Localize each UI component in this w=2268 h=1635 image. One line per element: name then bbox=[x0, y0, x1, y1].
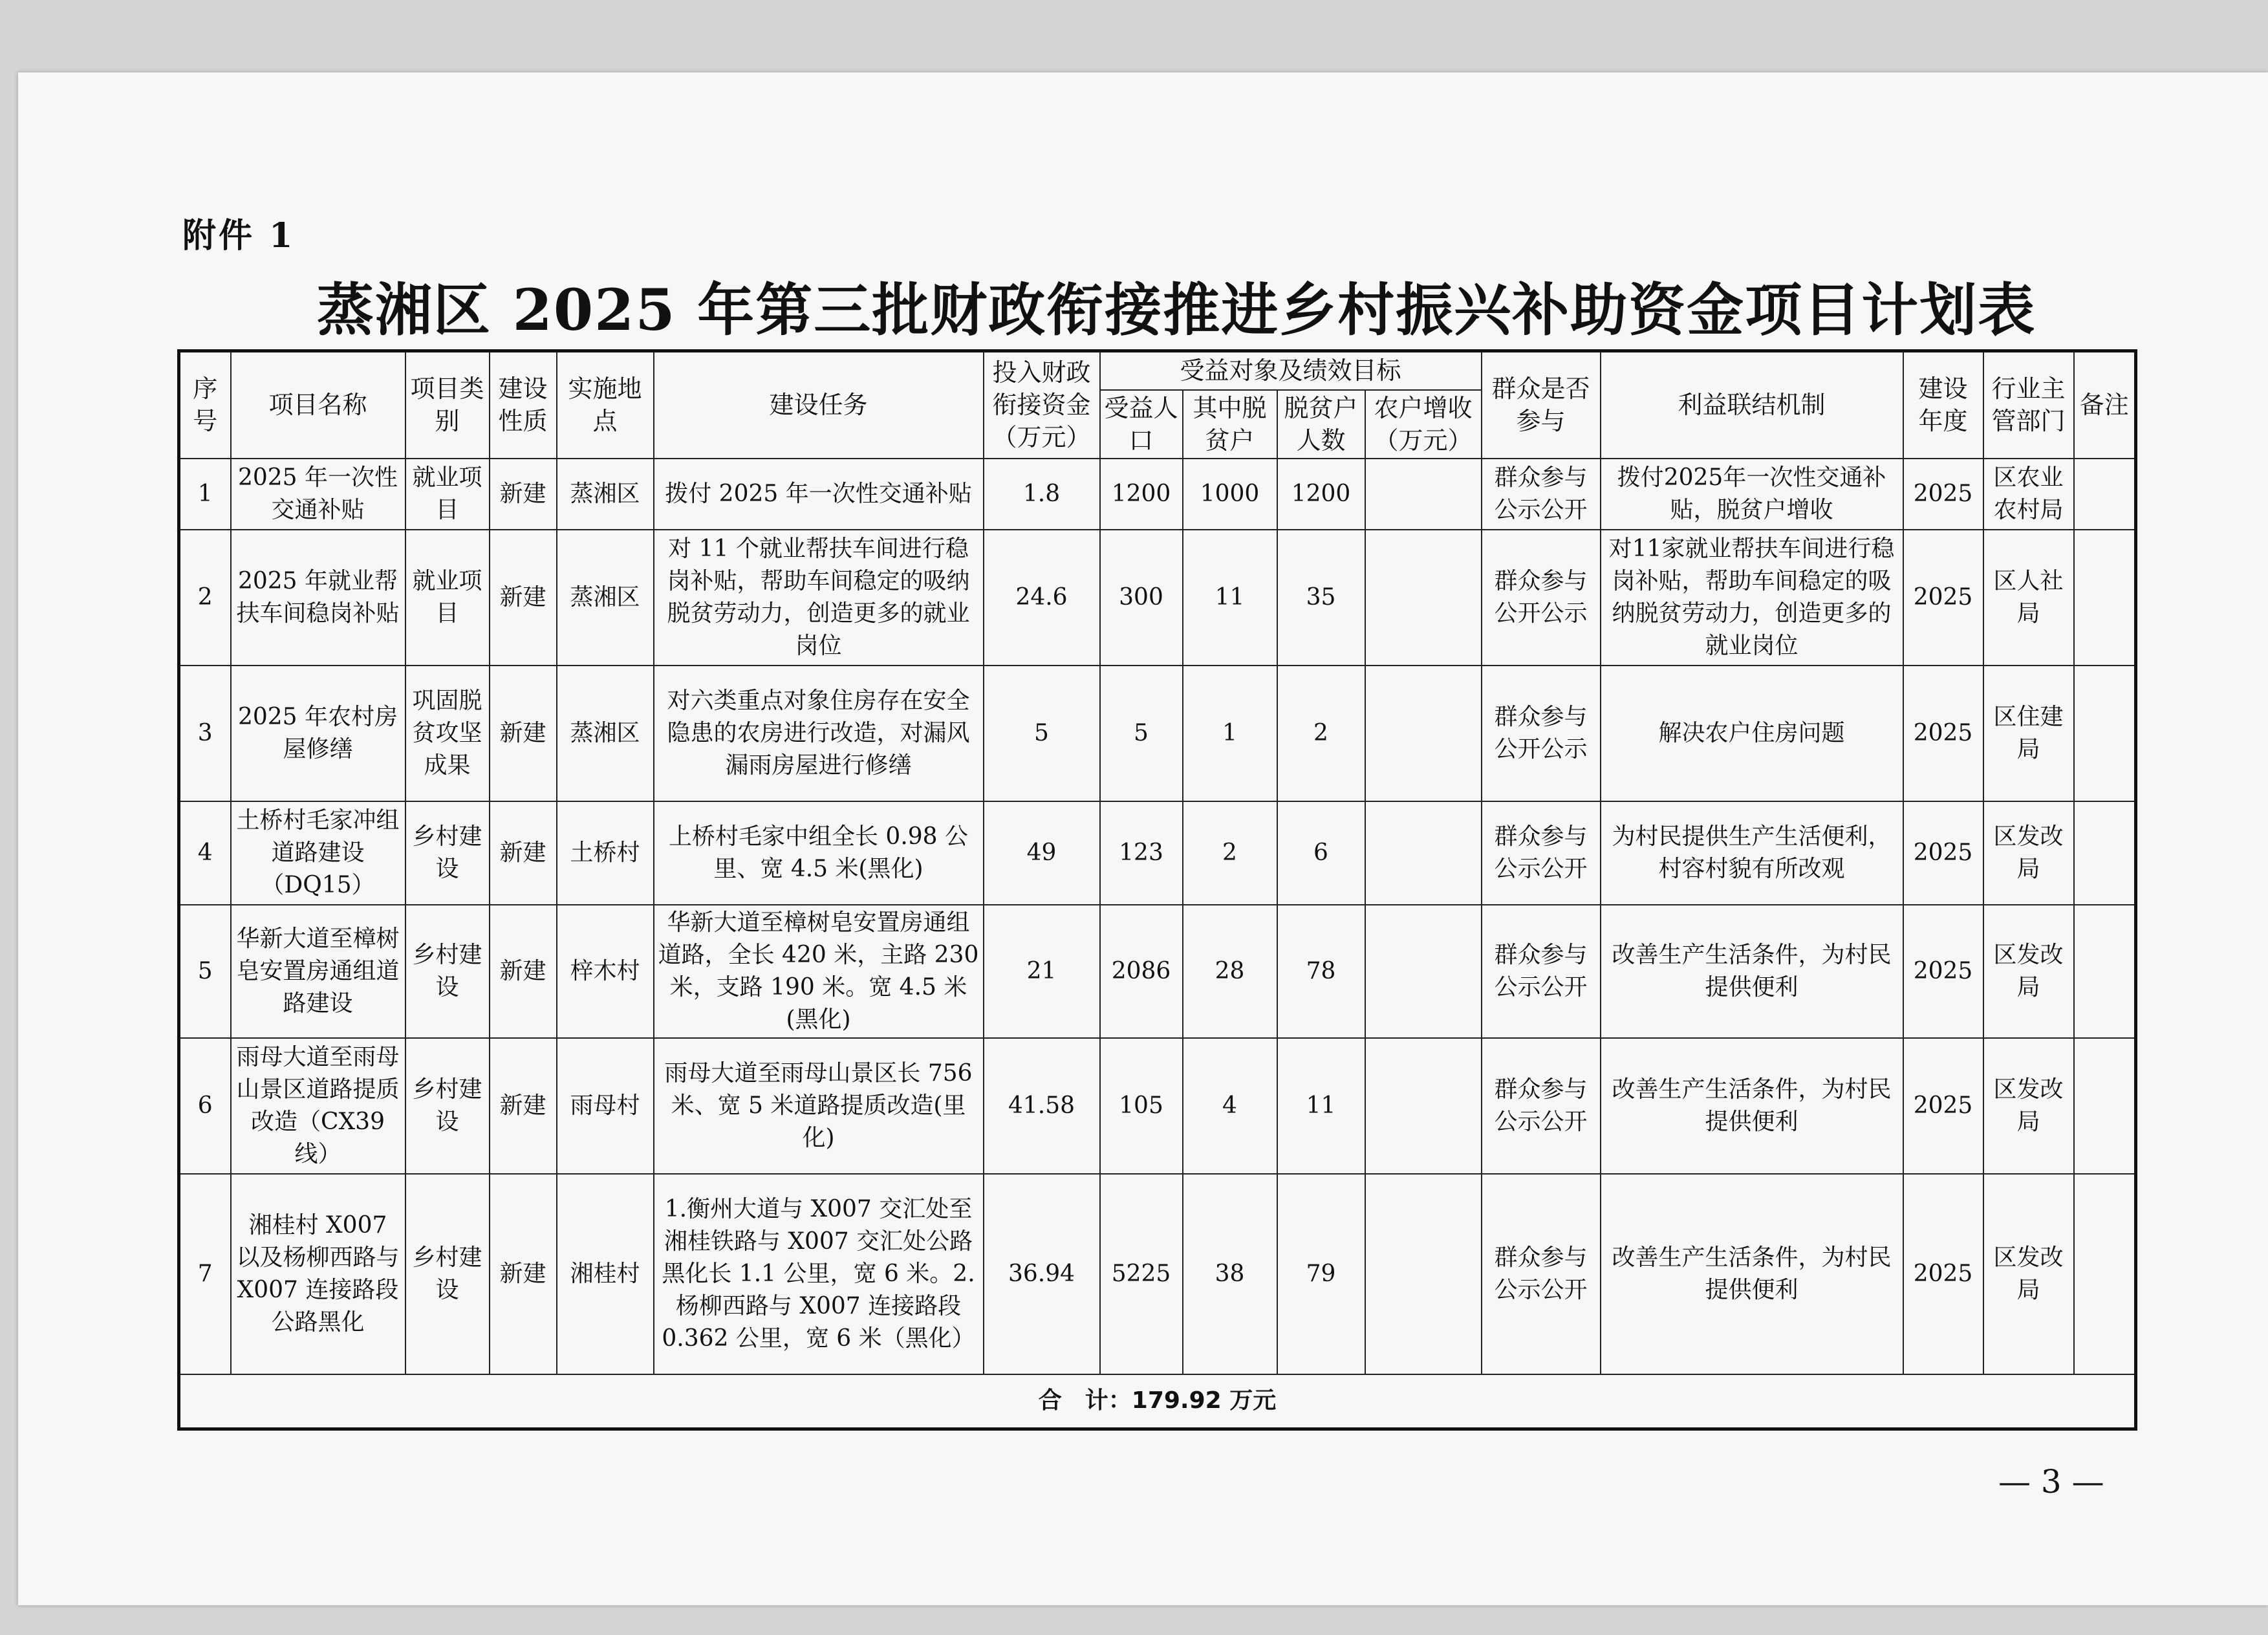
header-remark: 备注 bbox=[2074, 351, 2136, 459]
cell-nature: 新建 bbox=[490, 1038, 557, 1174]
cell-funds: 21 bbox=[984, 905, 1100, 1038]
cell-income bbox=[1365, 666, 1482, 801]
cell-year: 2025 bbox=[1903, 1174, 1983, 1374]
cell-seq: 6 bbox=[179, 1038, 231, 1174]
header-beneficiaries: 受益人口 bbox=[1100, 390, 1183, 459]
cell-poverty-households: 1200 bbox=[1277, 459, 1365, 530]
cell-dept: 区人社局 bbox=[1983, 530, 2074, 666]
cell-name: 2025 年就业帮扶车间稳岗补贴 bbox=[231, 530, 405, 666]
cell-funds: 49 bbox=[984, 801, 1100, 905]
cell-seq: 7 bbox=[179, 1174, 231, 1374]
header-beneficiary-group: 受益对象及绩效目标 bbox=[1100, 351, 1482, 390]
cell-year: 2025 bbox=[1903, 530, 1983, 666]
cell-public: 群众参与公示公开 bbox=[1482, 801, 1601, 905]
cell-nature: 新建 bbox=[490, 459, 557, 530]
cell-seq: 2 bbox=[179, 530, 231, 666]
cell-poverty-people: 2 bbox=[1183, 801, 1277, 905]
cell-income bbox=[1365, 1038, 1482, 1174]
cell-seq: 1 bbox=[179, 459, 231, 530]
attachment-label: 附件 1 bbox=[182, 216, 296, 255]
cell-income bbox=[1365, 905, 1482, 1038]
cell-public: 群众参与公开公示 bbox=[1482, 666, 1601, 801]
cell-task: 1.衡州大道与 X007 交汇处至湘桂铁路与 X007 交汇处公路黑化长 1.1 公里，宽 6 米。2.杨柳西路与 X007 连接路段 0.362 公里，宽 6 米（黑化） bbox=[654, 1174, 984, 1374]
header-funds: 投入财政衔接资金（万元） bbox=[984, 351, 1100, 459]
cell-location: 土桥村 bbox=[557, 801, 654, 905]
header-type: 项目类别 bbox=[405, 351, 490, 459]
cell-remark bbox=[2074, 1174, 2136, 1374]
cell-mechanism: 拨付2025年一次性交通补贴，脱贫户增收 bbox=[1601, 459, 1903, 530]
cell-poverty-households: 35 bbox=[1277, 530, 1365, 666]
cell-location: 蒸湘区 bbox=[557, 666, 654, 801]
header-poverty-people: 其中脱贫户 bbox=[1183, 390, 1277, 459]
cell-nature: 新建 bbox=[490, 905, 557, 1038]
cell-task: 雨母大道至雨母山景区长 756 米、宽 5 米道路提质改造(里化) bbox=[654, 1038, 984, 1174]
header-mechanism: 利益联结机制 bbox=[1601, 351, 1903, 459]
cell-poverty-people: 4 bbox=[1183, 1038, 1277, 1174]
cell-remark bbox=[2074, 905, 2136, 1038]
cell-task: 上桥村毛家中组全长 0.98 公里、宽 4.5 米(黑化) bbox=[654, 801, 984, 905]
cell-poverty-households: 2 bbox=[1277, 666, 1365, 801]
cell-public: 群众参与公开公示 bbox=[1482, 530, 1601, 666]
cell-poverty-households: 6 bbox=[1277, 801, 1365, 905]
table-row bbox=[179, 530, 2136, 666]
cell-remark bbox=[2074, 1038, 2136, 1174]
cell-type: 乡村建设 bbox=[405, 1174, 490, 1374]
cell-remark bbox=[2074, 459, 2136, 530]
header-location: 实施地点 bbox=[557, 351, 654, 459]
cell-location: 蒸湘区 bbox=[557, 459, 654, 530]
cell-remark bbox=[2074, 530, 2136, 666]
table-row bbox=[179, 1174, 2136, 1374]
cell-name: 华新大道至樟树皂安置房通组道路建设 bbox=[231, 905, 405, 1038]
cell-name: 湘桂村 X007 以及杨柳西路与 X007 连接路段公路黑化 bbox=[231, 1174, 405, 1374]
cell-income bbox=[1365, 530, 1482, 666]
cell-location: 雨母村 bbox=[557, 1038, 654, 1174]
cell-beneficiaries: 2086 bbox=[1100, 905, 1183, 1038]
cell-funds: 36.94 bbox=[984, 1174, 1100, 1374]
cell-nature: 新建 bbox=[490, 666, 557, 801]
header-poverty-households: 脱贫户人数 bbox=[1277, 390, 1365, 459]
cell-task: 对六类重点对象住房存在安全隐患的农房进行改造，对漏风漏雨房屋进行修缮 bbox=[654, 666, 984, 801]
cell-seq: 3 bbox=[179, 666, 231, 801]
cell-nature: 新建 bbox=[490, 530, 557, 666]
header-nature: 建设性质 bbox=[490, 351, 557, 459]
cell-remark bbox=[2074, 666, 2136, 801]
cell-dept: 区发改局 bbox=[1983, 905, 2074, 1038]
cell-type: 就业项目 bbox=[405, 530, 490, 666]
cell-beneficiaries: 300 bbox=[1100, 530, 1183, 666]
table-row bbox=[179, 666, 2136, 801]
cell-poverty-people: 28 bbox=[1183, 905, 1277, 1038]
cell-location: 蒸湘区 bbox=[557, 530, 654, 666]
page-number: — 3 — bbox=[1998, 1463, 2104, 1500]
cell-nature: 新建 bbox=[490, 1174, 557, 1374]
cell-poverty-people: 1 bbox=[1183, 666, 1277, 801]
cell-public: 群众参与公示公开 bbox=[1482, 1174, 1601, 1374]
cell-type: 乡村建设 bbox=[405, 1038, 490, 1174]
cell-nature: 新建 bbox=[490, 801, 557, 905]
cell-beneficiaries: 5 bbox=[1100, 666, 1183, 801]
cell-location: 梓木村 bbox=[557, 905, 654, 1038]
cell-seq: 5 bbox=[179, 905, 231, 1038]
cell-dept: 区发改局 bbox=[1983, 1174, 2074, 1374]
table-row bbox=[179, 801, 2136, 905]
table-row bbox=[179, 905, 2136, 1038]
cell-beneficiaries: 1200 bbox=[1100, 459, 1183, 530]
cell-funds: 1.8 bbox=[984, 459, 1100, 530]
cell-dept: 区住建局 bbox=[1983, 666, 2074, 801]
cell-funds: 5 bbox=[984, 666, 1100, 801]
cell-year: 2025 bbox=[1903, 1038, 1983, 1174]
cell-dept: 区发改局 bbox=[1983, 801, 2074, 905]
cell-income bbox=[1365, 801, 1482, 905]
cell-public: 群众参与公示公开 bbox=[1482, 1038, 1601, 1174]
header-name: 项目名称 bbox=[231, 351, 405, 459]
cell-income bbox=[1365, 459, 1482, 530]
cell-task: 华新大道至樟树皂安置房通组道路，全长 420 米，主路 230 米，支路 190 米。宽 4.5 米(黑化) bbox=[654, 905, 984, 1038]
cell-poverty-people: 11 bbox=[1183, 530, 1277, 666]
header-year: 建设年度 bbox=[1903, 351, 1983, 459]
cell-type: 乡村建设 bbox=[405, 801, 490, 905]
cell-funds: 24.6 bbox=[984, 530, 1100, 666]
header-income: 农户增收（万元） bbox=[1365, 390, 1482, 459]
cell-year: 2025 bbox=[1903, 905, 1983, 1038]
cell-income bbox=[1365, 1174, 1482, 1374]
cell-poverty-households: 11 bbox=[1277, 1038, 1365, 1174]
cell-location: 湘桂村 bbox=[557, 1174, 654, 1374]
cell-name: 2025 年农村房屋修缮 bbox=[231, 666, 405, 801]
total-amount: 合 计：179.92 万元 bbox=[179, 1374, 2136, 1429]
cell-mechanism: 改善生产生活条件，为村民提供便利 bbox=[1601, 1174, 1903, 1374]
cell-beneficiaries: 5225 bbox=[1100, 1174, 1183, 1374]
cell-type: 巩固脱贫攻坚成果 bbox=[405, 666, 490, 801]
cell-beneficiaries: 105 bbox=[1100, 1038, 1183, 1174]
cell-remark bbox=[2074, 801, 2136, 905]
cell-year: 2025 bbox=[1903, 801, 1983, 905]
table-row bbox=[179, 1038, 2136, 1174]
cell-mechanism: 为村民提供生产生活便利，村容村貌有所改观 bbox=[1601, 801, 1903, 905]
cell-poverty-households: 78 bbox=[1277, 905, 1365, 1038]
project-plan-table bbox=[177, 349, 2137, 1431]
document-title: 蒸湘区 2025 年第三批财政衔接推进乡村振兴补助资金项目计划表 bbox=[317, 276, 2036, 343]
cell-mechanism: 解决农户住房问题 bbox=[1601, 666, 1903, 801]
cell-type: 就业项目 bbox=[405, 459, 490, 530]
cell-name: 雨母大道至雨母山景区道路提质改造（CX39 线） bbox=[231, 1038, 405, 1174]
cell-year: 2025 bbox=[1903, 459, 1983, 530]
cell-task: 对 11 个就业帮扶车间进行稳岗补贴，帮助车间稳定的吸纳脱贫劳动力，创造更多的就业岗位 bbox=[654, 530, 984, 666]
table-row bbox=[179, 459, 2136, 530]
cell-dept: 区农业农村局 bbox=[1983, 459, 2074, 530]
cell-funds: 41.58 bbox=[984, 1038, 1100, 1174]
cell-poverty-households: 79 bbox=[1277, 1174, 1365, 1374]
cell-name: 2025 年一次性交通补贴 bbox=[231, 459, 405, 530]
cell-mechanism: 改善生产生活条件，为村民提供便利 bbox=[1601, 905, 1903, 1038]
total-row bbox=[179, 1374, 2136, 1429]
header-public: 群众是否参与 bbox=[1482, 351, 1601, 459]
cell-beneficiaries: 123 bbox=[1100, 801, 1183, 905]
cell-poverty-people: 38 bbox=[1183, 1174, 1277, 1374]
cell-public: 群众参与公示公开 bbox=[1482, 905, 1601, 1038]
cell-public: 群众参与公示公开 bbox=[1482, 459, 1601, 530]
cell-mechanism: 对11家就业帮扶车间进行稳岗补贴，帮助车间稳定的吸纳脱贫劳动力，创造更多的就业岗位 bbox=[1601, 530, 1903, 666]
cell-type: 乡村建设 bbox=[405, 905, 490, 1038]
cell-year: 2025 bbox=[1903, 666, 1983, 801]
cell-name: 土桥村毛家冲组道路建设（DQ15） bbox=[231, 801, 405, 905]
header-task: 建设任务 bbox=[654, 351, 984, 459]
header-dept: 行业主管部门 bbox=[1983, 351, 2074, 459]
cell-mechanism: 改善生产生活条件，为村民提供便利 bbox=[1601, 1038, 1903, 1174]
cell-seq: 4 bbox=[179, 801, 231, 905]
cell-dept: 区发改局 bbox=[1983, 1038, 2074, 1174]
cell-poverty-people: 1000 bbox=[1183, 459, 1277, 530]
cell-task: 拨付 2025 年一次性交通补贴 bbox=[654, 459, 984, 530]
header-seq: 序号 bbox=[179, 351, 231, 459]
